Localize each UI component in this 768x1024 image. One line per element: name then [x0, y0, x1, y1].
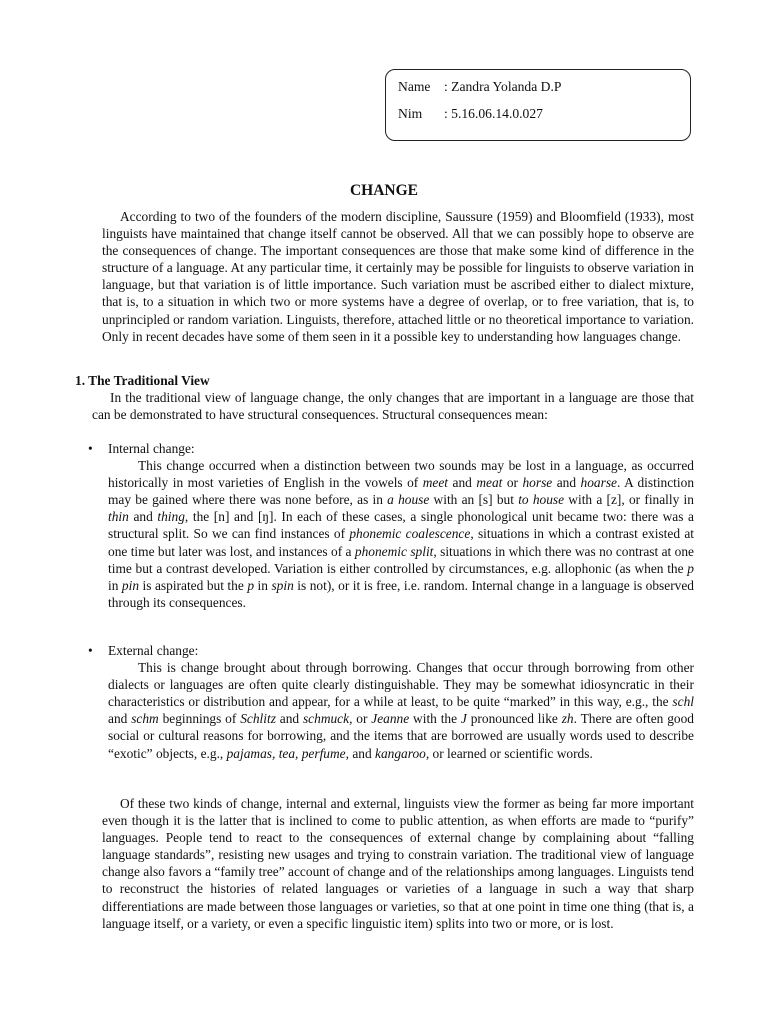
name-label: Name — [398, 79, 431, 94]
external-change-text: This is change brought about through borrowing. Changes that occur through borrowing from other dialects or languages are often quite clearly distinguishable. They may be somewhat idiosyncratic in their characteristics or distribution and appear, for a while at least, to be quite “marked” in this way, e.g., the schl and schm beginnings of Schlitz and schmuck, or Jeanne with the J pronounced like zh. There are often good social or cultural reasons for borrowing, and the items that are borrowed are usually words used to describe “exotic” objects, e.g., pajamas, tea, perfume, and kangaroo, or learned or scientific words. — [108, 660, 695, 761]
bullet-icon: • — [88, 441, 93, 456]
section-heading: 1. The Traditional View — [75, 373, 210, 388]
closing-text: Of these two kinds of change, internal and external, linguists view the former as being far more important even though it is the latter that is inclined to come to public attention, as when efforts are made to “purify” languages. People tend to react to the consequences of external change by complaining about “falling language standards”, resisting new usages and trying to constrain variation. The traditional view of language change also favors a “family tree” account of change and of the relationships among languages. Linguists tend to reconstruct the histories of related languages or varieties of a language in such a way that sharp differentiations are made between those languages or varieties, so that at one point in time one thing (that is, a language itself, or a variety, or even a specific linguistic item) splits into two or more, or is lost. — [102, 796, 694, 931]
internal-change-text: This change occurred when a distinction between two sounds may be lost in a language, as occurred historically in most varieties of English in the vowels of meet and meat or horse and hoarse. A distinction may be gained where there was none before, as in a house with an [s] but to house with a [z], or finally in thin and thing, the [n] and [ŋ]. In each of these cases, a single phonological unit became two: there was a structural split. So we can find instances of phonemic coalescence, situations in which a contrast existed at one time but later was lost, and instances of a phonemic split, situations in which there was no contrast at one time but a contrast developed. Variation is either controlled by circumstances, e.g. allophonic (as when the p in pin is aspirated but the p in spin is not), or it is free, i.e. random. Internal change in a language is observed through its consequences. — [108, 458, 695, 610]
closing-paragraph — [102, 795, 694, 932]
nim-row — [398, 105, 543, 122]
internal-change-label: Internal change: — [108, 441, 195, 456]
page-title: CHANGE — [349, 182, 419, 199]
section-intro — [92, 389, 694, 423]
name-row — [398, 78, 561, 95]
section-intro-text: In the traditional view of language change, the only changes that are important in a language are those that can be demonstrated to have structural consequences. Structural consequences mean: — [92, 390, 694, 423]
bullet-icon: • — [88, 643, 93, 658]
nim-label: Nim — [398, 106, 423, 121]
internal-change-item — [88, 440, 695, 611]
intro-paragraph — [102, 208, 694, 345]
student-info-box — [385, 69, 691, 141]
external-change-item — [88, 642, 695, 762]
nim-value: : 5.16.06.14.0.027 — [444, 106, 543, 121]
external-change-label: External change: — [108, 643, 199, 658]
name-value: : Zandra Yolanda D.P — [444, 79, 562, 94]
intro-text: According to two of the founders of the modern discipline, Saussure (1959) and Bloomfield (1933), most linguists have maintained that change itself cannot be observed. All that we can possibly hope to observe are the consequences of change. The important consequences are those that make some kind of difference in the structure of a language. At any particular time, it certainly may be possible for linguists to observe variation in language, but that variation is of little importance. Such variation must be ascribed either to dialect mixture, that is, to a situation in which two or more systems have a degree of overlap, or to free variation, that is, to unprincipled or random variation. Linguists, therefore, attached little or no theoretical importance to variation. Only in recent decades have some of them seen in it a possible key to understanding how languages change. — [102, 209, 694, 344]
